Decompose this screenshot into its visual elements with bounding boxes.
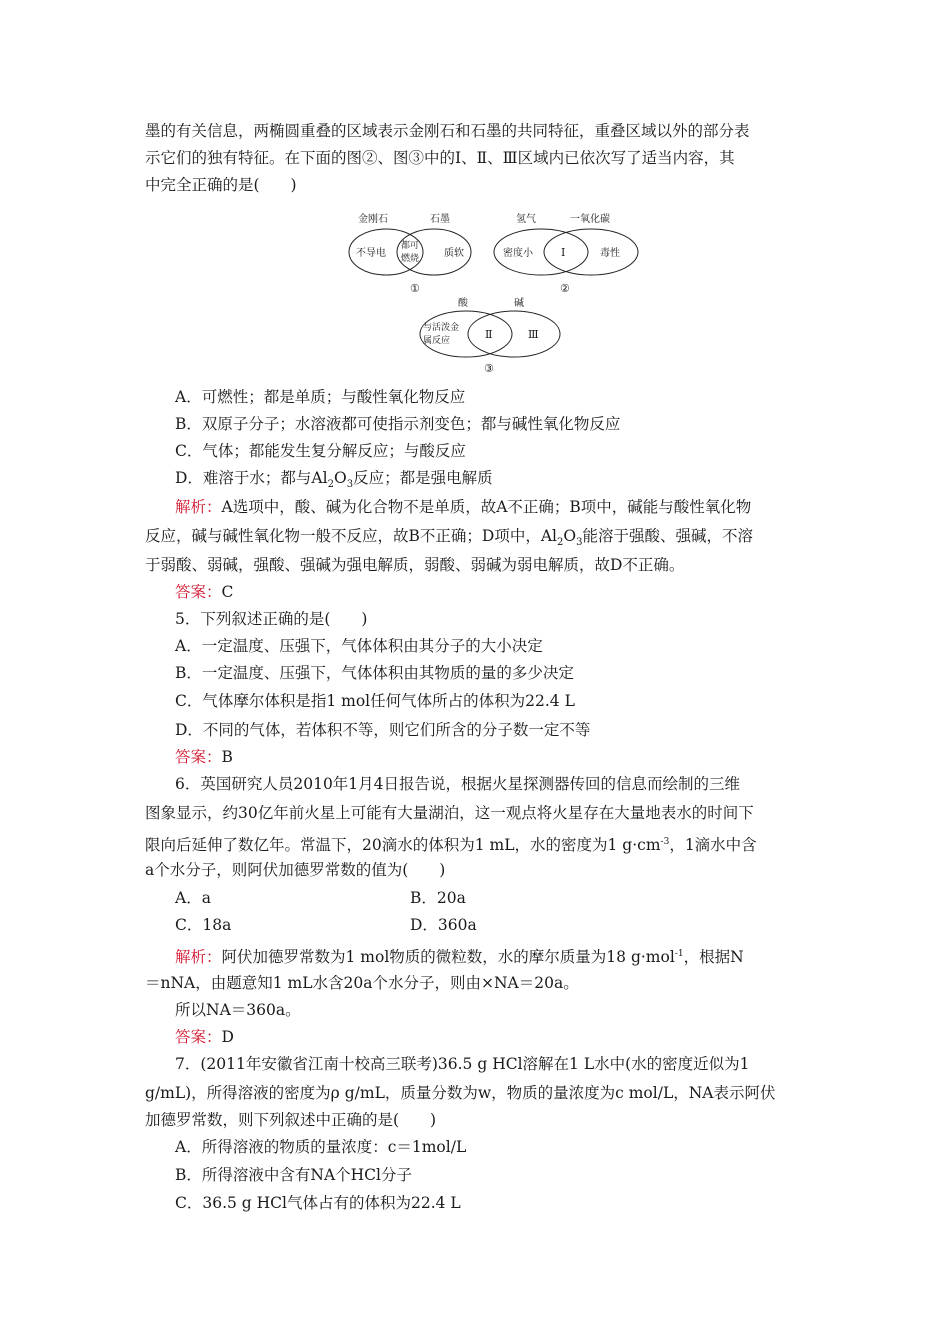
d3-left-ellipse (420, 311, 512, 357)
answer-label: 答案： (175, 583, 222, 601)
d2-right-title: 一氧化碳 (570, 214, 610, 225)
d1-left-label: 不导电 (356, 248, 386, 259)
d1-left-title: 金刚石 (358, 214, 388, 225)
q6-line-1: 6．英国研究人员2010年1月4日报告说，根据火星探测器传回的信息而绘制的三维 (175, 775, 741, 793)
d3-left-title: 酸 (458, 298, 468, 309)
q7-line-3: 加德罗常数，则下列叙述中正确的是( ) (145, 1111, 437, 1129)
d1-mid-label-1: 都可 (401, 241, 420, 251)
q4-analysis-line-3: 于弱酸、弱碱，强酸、强碱为强电解质，弱酸、弱碱为弱电解质，故D不正确。 (145, 556, 685, 574)
q5-answer: 答案：B (175, 748, 233, 766)
q7-line-1: 7．(2011年安徽省江南十校高三联考)36.5 g HCl溶解在1 L水中(水的密度近似为1 (175, 1055, 750, 1073)
intro-line-3: 中完全正确的是( ) (145, 176, 297, 194)
q4-option-a: A．可燃性；都是单质；与酸性氧化物反应 (175, 388, 466, 406)
q7-option-c: C．36.5 g HCl气体占有的体积为22.4 L (175, 1194, 461, 1212)
d1-mid-label-2: 燃烧 (401, 254, 420, 264)
q4-option-c: C．气体；都能发生复分解反应；与酸反应 (175, 442, 466, 460)
q6-line-2: 图象显示，约30亿年前火星上可能有大量湖泊，这一观点将火星存在大量地表水的时间下 (145, 804, 754, 822)
d2-right-label: 毒性 (600, 248, 620, 259)
d2-right-ellipse (544, 229, 638, 275)
q4-analysis-line-1: 解析：A选项中，酸、碱为化合物不是单质，故A不正确；B项中，碱能与酸性氧化物 (175, 498, 752, 516)
intro-line-2: 示它们的独有特征。在下面的图②、图③中的Ⅰ、Ⅱ、Ⅲ区域内已依次写了适当内容，其 (145, 149, 735, 167)
venn-diagram-3 (420, 296, 560, 375)
q4-answer: 答案：C (175, 583, 234, 601)
d1-right-title: 石墨 (430, 214, 450, 225)
q5-option-a: A．一定温度、压强下，气体体积由其分子的大小决定 (175, 637, 543, 655)
d3-right-title: 碱 (514, 298, 524, 309)
d3-left-label-2: 属反应 (423, 336, 451, 346)
q4-option-d: D．难溶于水；都与$Al_2O_3$反应；都是强电解质 (175, 469, 493, 491)
d2-number: ② (560, 282, 570, 295)
d3-number: ③ (484, 362, 494, 375)
q6-options-row-2 (175, 915, 855, 935)
d3-right-label: Ⅲ (528, 328, 539, 341)
q6-option-a: A．a (175, 889, 211, 907)
q6-answer: 答案：D (175, 1028, 234, 1046)
q6-option-b: B．20a (410, 889, 466, 907)
d2-mid-label: Ⅰ (561, 246, 566, 259)
q6-options-row-1 (175, 888, 855, 908)
intro-line-1: 墨的有关信息，两椭圆重叠的区域表示金刚石和石墨的共同特征，重叠区域以外的部分表 (145, 122, 750, 140)
d2-left-label: 密度小 (503, 248, 533, 259)
q5-option-c: C．气体摩尔体积是指1 mol任何气体所占的体积为22.4 L (175, 692, 575, 710)
q6-option-c: C．18a (175, 916, 232, 934)
q7-option-b: B．所得溶液中含有NA个HCl分子 (175, 1166, 412, 1184)
d3-mid-label: Ⅱ (485, 328, 493, 341)
venn-diagram-2 (494, 212, 638, 295)
q6-analysis-line-3: 所以NA＝360a。 (175, 1001, 301, 1019)
d2-left-title: 氢气 (516, 214, 536, 225)
q4-option-b: B．双原子分子；水溶液都可使指示剂变色；都与碱性氧化物反应 (175, 415, 621, 433)
q5-option-d: D．不同的气体，若体积不等，则它们所含的分子数一定不等 (175, 721, 591, 739)
q6-line-4: a个水分子，则阿伏加德罗常数的值为( ) (145, 861, 446, 879)
q7-option-a: A．所得溶液的物质的量浓度：c＝1mol/L (175, 1138, 467, 1156)
q5-option-b: B．一定温度、压强下，气体体积由其物质的量的多少决定 (175, 664, 574, 682)
venn-diagrams (330, 210, 650, 375)
d1-right-label: 质软 (444, 248, 464, 259)
q6-analysis-line-1: 解析：阿伏加德罗常数为1 mol物质的微粒数，水的摩尔质量为18 g·mol$^{-1}$，根据N (175, 948, 744, 967)
venn-diagram-1 (349, 212, 471, 295)
q6-line-3: 限向后延伸了数亿年。常温下，20滴水的体积为1 mL，水的密度为1 $g\cdot cm^{-3}$，1滴水中含 (145, 836, 757, 855)
analysis-label: 解析： (175, 498, 222, 516)
d3-right-ellipse (468, 311, 560, 357)
q5-stem: 5．下列叙述正确的是( ) (175, 610, 368, 628)
q4-analysis-line-2: 反应，碱与碱性氧化物一般不反应，故B不正确；D项中，$Al_2O_3$能溶于强酸、强碱，不溶 (145, 527, 753, 549)
d1-number: ① (410, 282, 420, 295)
q6-analysis-line-2: ＝nNA，由题意知1 mL水含20a个水分子，则由×NA＝20a。 (145, 974, 579, 992)
d3-left-label-1: 与活泼金 (423, 323, 460, 333)
q6-option-d: D．360a (410, 916, 477, 934)
q7-line-2: g/mL)，所得溶液的密度为ρ g/mL，质量分数为w，物质的量浓度为c mol/L，NA表示阿伏 (145, 1084, 776, 1102)
